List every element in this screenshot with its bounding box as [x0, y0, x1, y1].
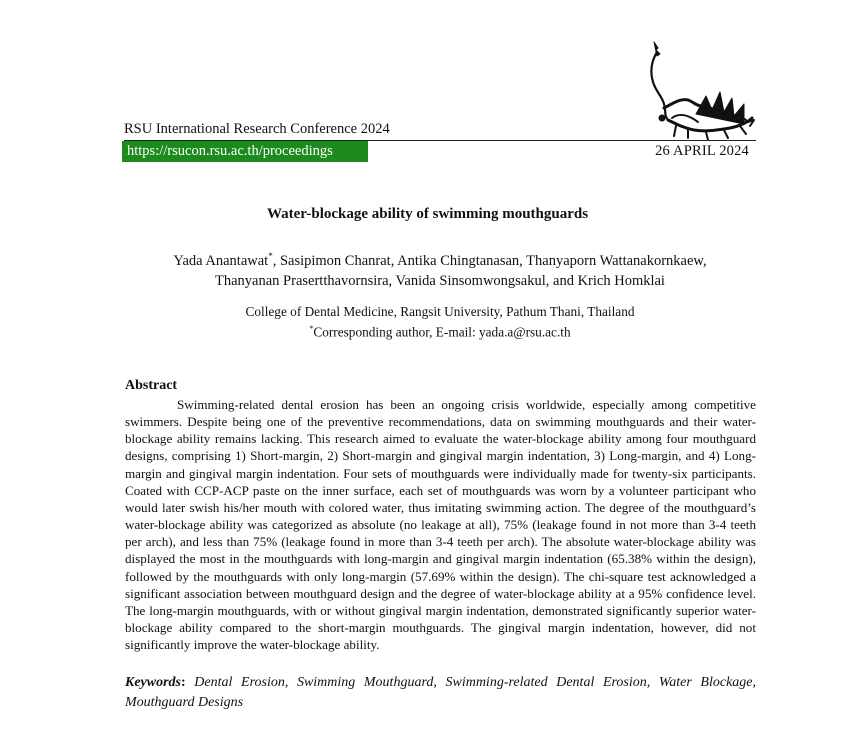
dragon-logo-icon — [636, 38, 756, 142]
keywords-label: Keywords — [125, 675, 181, 690]
author-list — [150, 246, 730, 292]
abstract-text: Swimming-related dental erosion has been an ongoing crisis worldwide, especially among competitive swimmers. Despite being one of the preventive recommendations, data on swimming mouthguards and their water-blockage ability remains lacking. This research aimed to evaluate the water-blockage ability among four mouthguard designs, comprising 1) Short-margin, 2) Short-margin and gingival margin indentation, 3) Long-margin, and 4) Long-margin and gingival margin indentation. Four sets of mouthguards were individually made for twenty-six participants. Coated with CCP-ACP paste on the inner surface, each set of mouthguards was worn by a volunteer participant who would later swish his/her mouth with colored water, thus imitating swimming action. The degree of the mouthguard’s water-blockage ability was categorized as absolute (no leakage at all), 75% (leakage found in not more than 3-4 teeth per arch), and less than 75% (leakage found in more than 3-4 teeth per arch). The absolute water-blockage ability was displayed the most in the mouthguards with long-margin and gingival margin indentation (65.38% within the design), followed by the mouthguards with only long-margin (57.69% within the design). The chi-square test acknowledged a significant association between mouthguard design and the degree of water-blockage ability at a 95% confidence level. The long-margin mouthguards, with or without gingival margin indentation, demonstrated significantly superior water-blockage ability compared to the short-margin mouthguards. The gingival margin indentation, however, did not significantly improve the water-blockage ability. — [125, 397, 756, 653]
keywords-paragraph — [125, 673, 756, 713]
authors-line-2: Thanyanan Prasertthavornsira, Vanida Sinsomwongsakul, and Krich Homklai — [215, 273, 665, 290]
affiliation-block — [0, 303, 855, 340]
proceedings-link[interactable]: https://rsucon.rsu.ac.th/proceedings — [127, 143, 333, 159]
conference-name: RSU International Research Conference 2024 — [124, 121, 390, 137]
keywords-separator: : — [181, 675, 186, 690]
keywords-list: Dental Erosion, Swimming Mouthguard, Swimming-related Dental Erosion, Water Blockage, Mouthguard Designs — [125, 675, 757, 710]
abstract-heading: Abstract — [125, 378, 178, 393]
affiliation: College of Dental Medicine, Rangsit University, Pathum Thani, Thailand — [245, 304, 635, 319]
corresponding-mark-2: * — [309, 324, 314, 333]
corresponding-mark: * — [268, 251, 273, 261]
corresponding-author: Corresponding author, E-mail: yada.a@rsu.ac.th — [313, 324, 571, 340]
conference-date: 26 APRIL 2024 — [655, 143, 749, 159]
first-author: Yada Anantawat — [173, 252, 269, 269]
authors-line-1: , Sasipimon Chanrat, Antika Chingtanasan, Thanyaporn Wattanakornkaew, — [272, 252, 707, 269]
paper-title: Water-blockage ability of swimming mouthguards — [266, 206, 589, 222]
